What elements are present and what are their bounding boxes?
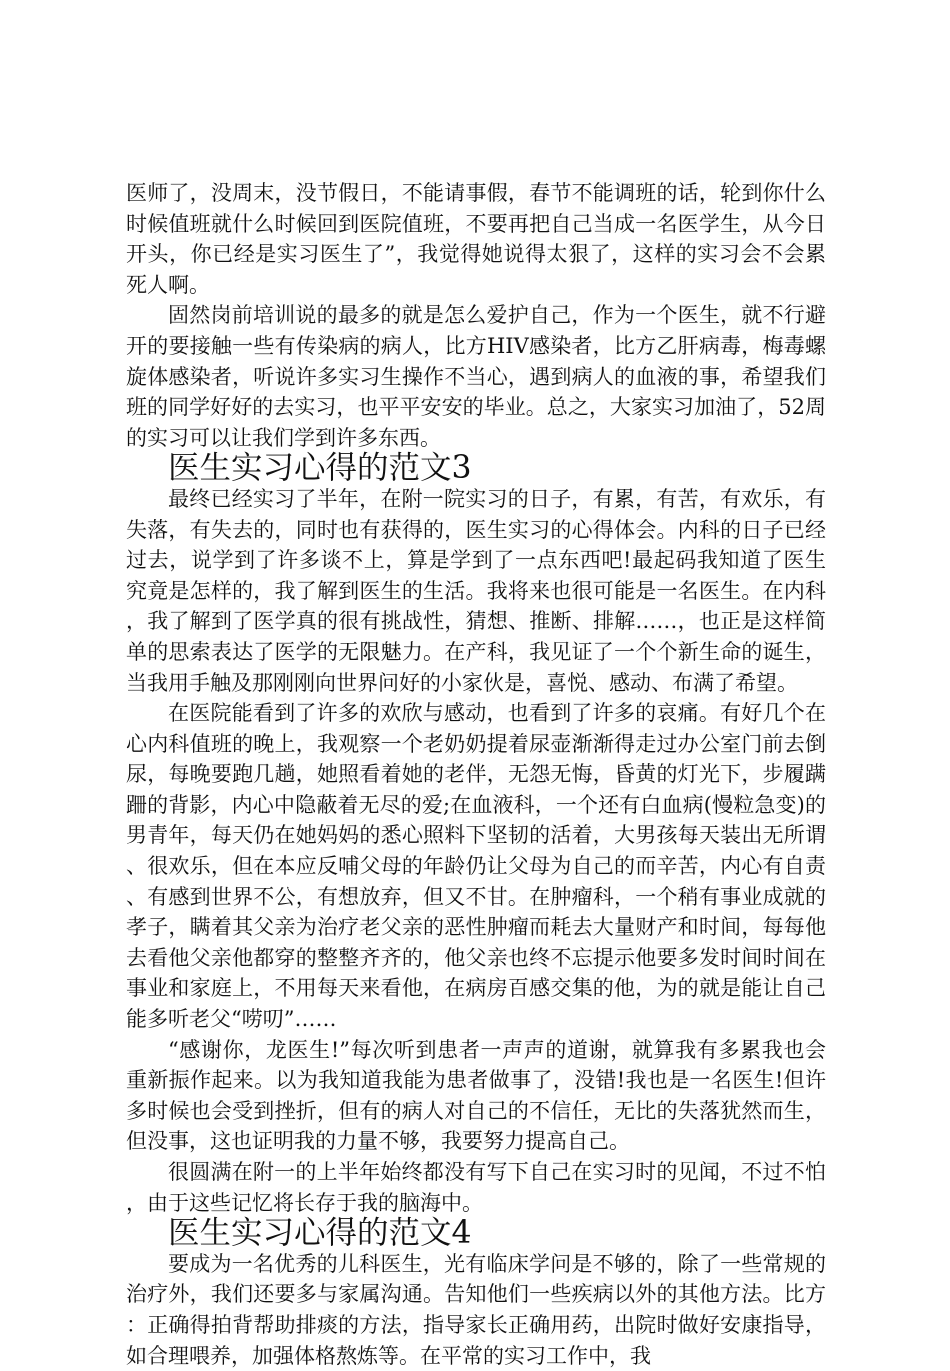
paragraph-5: “感谢你，龙医生!”每次听到患者一声声的道谢，就算我有多累我也会重新振作起来。以为我知道我能为患者做事了，没错!我也是一名医生!但许多时候也会受到挫折，但有的病人对自己的不信任，无比的失落犹然而生，但没事，这也证明我的力量不够，我要努力提高自己。 bbox=[126, 1037, 826, 1154]
section-heading-3: 医生实习心得的范文3 bbox=[168, 450, 472, 487]
paragraph-2: 固然岗前培训说的最多的就是怎么爱护自己，作为一个医生，就不行避开的要接触一些有传染病的病人，比方HIV感染者，比方乙肝病毒，梅毒螺旋体感染者，听说许多实习生操作不当心，遇到病人的血液的事，希望我们班的同学好好的去实习，也平平安安的毕业。总之，大家实习加油了，52周的实习可以让我们学到许多东西。 bbox=[126, 303, 826, 450]
section-heading-4: 医生实习心得的范文4 bbox=[168, 1215, 472, 1252]
paragraph-1: 医师了，没周末，没节假日，不能请事假，春节不能调班的话，轮到你什么时候值班就什么时候回到医院值班，不要再把自己当成一名医学生，从今日开头，你已经是实习医生了”，我觉得她说得太狠了，这样的实习会不会累死人啊。 bbox=[126, 181, 826, 297]
paragraph-7: 要成为一名优秀的儿科医生，光有临床学问是不够的，除了一些常规的治疗外，我们还要多与家属沟通。告知他们一些疾病以外的其他方法。比方：正确得拍背帮助排痰的方法，指导家长正确用药，出院时做好安康指导，如合理喂养，加强体格熬炼等。在平常的实习工作中，我 bbox=[126, 1251, 826, 1368]
paragraph-6: 很圆满在附一的上半年始终都没有写下自己在实习时的见闻，不过不怕，由于这些记忆将长存于我的脑海中。 bbox=[126, 1160, 826, 1215]
paragraph-3: 最终已经实习了半年，在附一院实习的日子，有累，有苦，有欢乐，有失落，有失去的，同时也有获得的，医生实习的心得体会。内科的日子已经过去，说学到了许多谈不上，算是学到了一点东西吧!最起码我知道了医生究竟是怎样的，我了解到医生的生活。我将来也很可能是一名医生。在内科，我了解到了医学真的很有挑战性，猜想、推断、排解……，也正是这样简单的思索表达了医学的无限魅力。在产科，我见证了一个个新生命的诞生，当我用手触及那刚刚向世界问好的小家伙是，喜悦、感动、布满了希望。 bbox=[126, 486, 826, 695]
document-page bbox=[126, 178, 826, 1371]
paragraph-4: 在医院能看到了许多的欢欣与感动，也看到了许多的哀痛。有好几个在心内科值班的晚上，我观察一个老奶奶提着尿壶渐渐得走过办公室门前去倒尿，每晚要跑几趟，她照看着她的老伴，无怨无悔，昏黄的灯光下，步履蹒跚的背影，内心中隐蔽着无尽的爱;在血液科，一个还有白血病(慢粒急变)的男青年，每天仍在她妈妈的悉心照料下坚韧的活着，大男孩每天装出无所谓、很欢乐，但在本应反哺父母的年龄仍让父母为自己的而辛苦，内心有自责、有感到世界不公，有想放弃，但又不甘。在肿瘤科，一个稍有事业成就的孝子，瞒着其父亲为治疗老父亲的恶性肿瘤而耗去大量财产和时间，每每他去看他父亲他都穿的整整齐齐的，他父亲也终不忘提示他要多发时间时间在事业和家庭上，不用每天来看他，在病房百感交集的他，为的就是能让自己能多听老父“唠叨”…… bbox=[126, 701, 826, 1032]
